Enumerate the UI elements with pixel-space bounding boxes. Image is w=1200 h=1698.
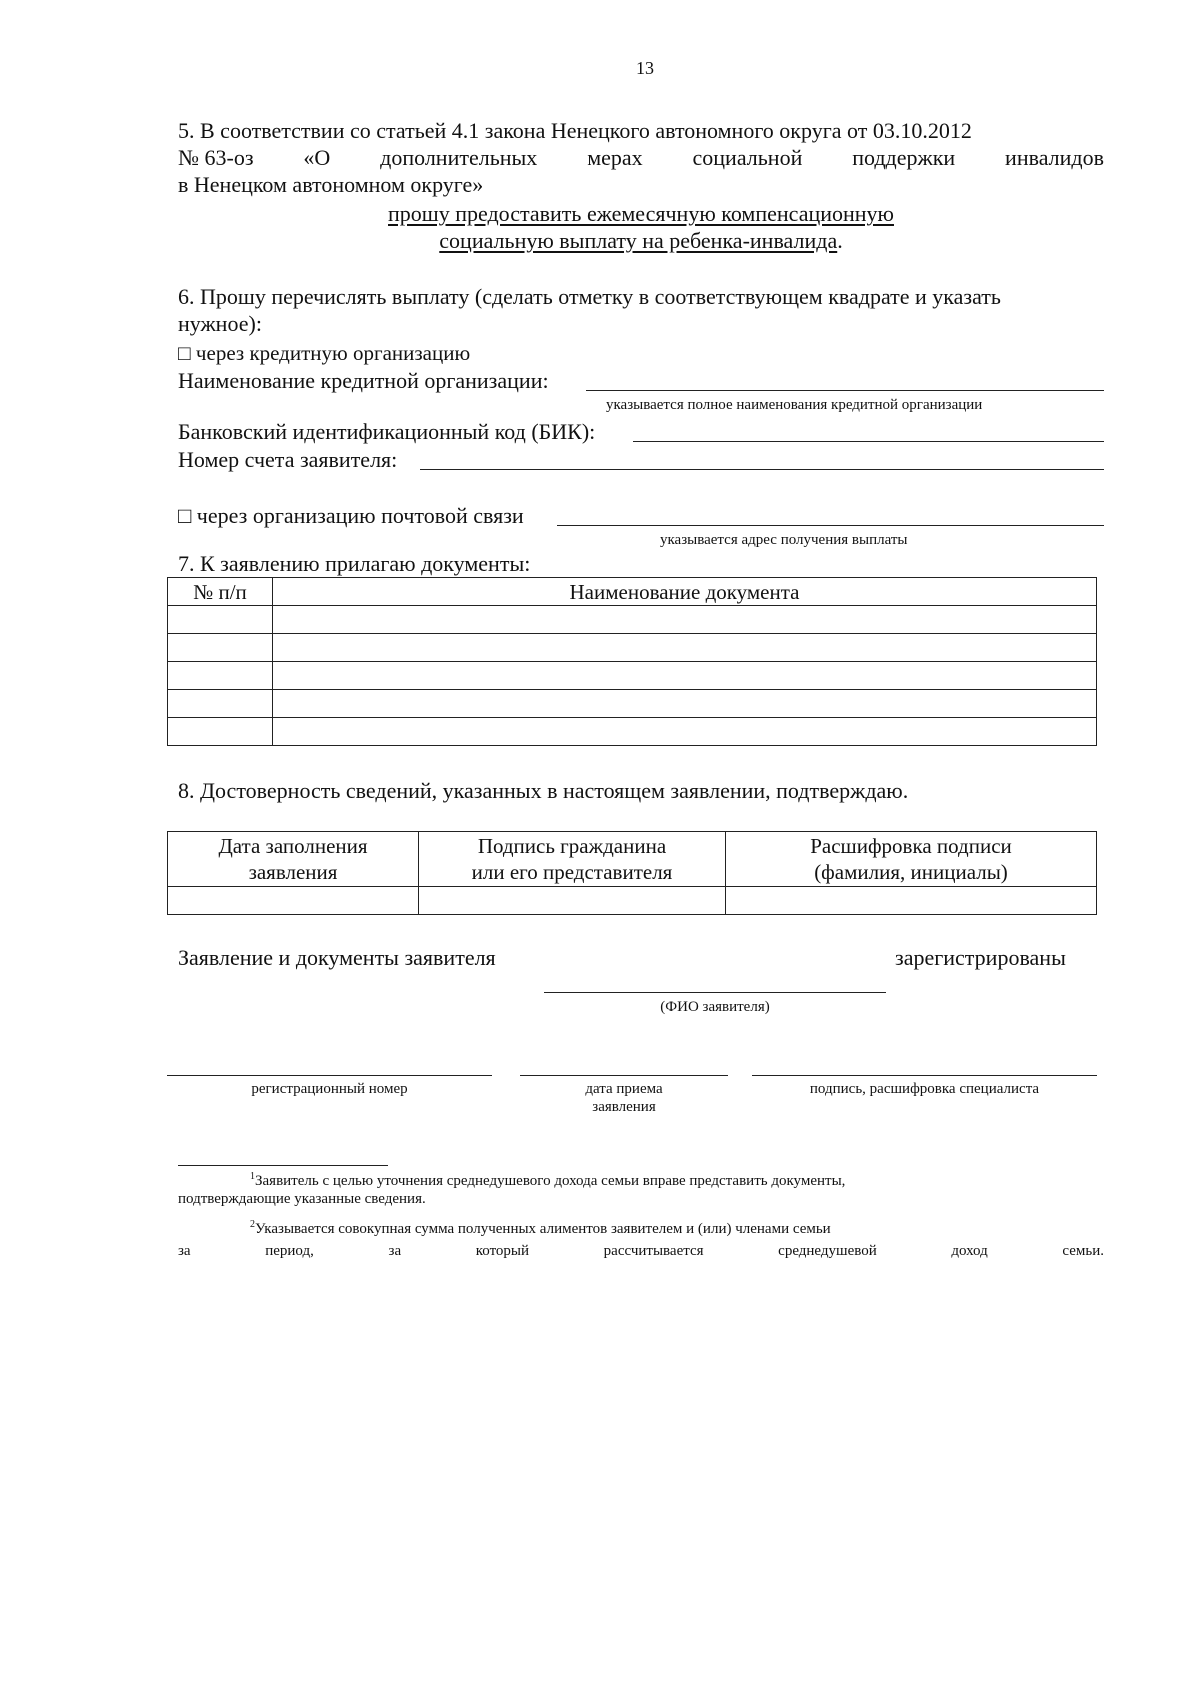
request-line-1: прошу предоставить ежемесячную компенсационную	[388, 201, 894, 226]
column-document-name: Наименование документа	[273, 578, 1097, 606]
section-8-text: 8. Достоверность сведений, указанных в настоящем заявлении, подтверждаю.	[178, 778, 909, 803]
option-post-checkbox[interactable]: □ через организацию почтовой связи	[178, 503, 524, 528]
account-field[interactable]	[420, 469, 1104, 470]
header-line: (фамилия, инициалы)	[814, 860, 1008, 884]
footnote-1	[178, 1172, 1104, 1208]
registration-right-text: зарегистрированы	[895, 945, 1066, 970]
footnote-1-line-1	[178, 1172, 1104, 1190]
request-line-2-wrap	[178, 227, 1104, 254]
registration-left-text: Заявление и документы заявителя	[178, 945, 496, 970]
table-row[interactable]	[168, 634, 1097, 662]
specialist-signature-caption: подпись, расшифровка специалиста	[809, 1081, 1040, 1097]
law-word: «О	[303, 145, 331, 170]
request-period: .	[837, 228, 843, 253]
footnote-word: среднедушевой	[778, 1243, 877, 1259]
table-row[interactable]	[168, 662, 1097, 690]
header-line: Расшифровка подписи	[810, 834, 1012, 858]
section-7-heading: 7. К заявлению прилагаю документы:	[178, 551, 531, 576]
law-word: мерах	[587, 145, 643, 170]
header-line: Подпись гражданина	[477, 834, 667, 858]
post-address-hint: указывается адрес получения выплаты	[660, 532, 908, 548]
footnote-1-mark: 1	[250, 1171, 255, 1182]
row-number-cell[interactable]	[168, 718, 273, 746]
signature-input-row[interactable]	[168, 887, 1097, 915]
section-5-line-3: в Ненецком автономном округе»	[178, 172, 484, 197]
section-6-line-1: 6. Прошу перечислять выплату (сделать отметку в соответствующем квадрате и указать	[178, 284, 1001, 309]
registration-number-field[interactable]	[167, 1075, 492, 1076]
bik-label: Банковский идентификационный код (БИК):	[178, 419, 596, 444]
specialist-signature-field[interactable]	[752, 1075, 1097, 1076]
signature-decoding-cell[interactable]	[726, 887, 1097, 915]
bank-name-field[interactable]	[586, 390, 1104, 391]
footnote-2-line-2	[178, 1242, 1104, 1260]
row-number-cell[interactable]	[168, 690, 273, 718]
documents-table-header	[168, 578, 1097, 606]
row-document-cell[interactable]	[273, 606, 1097, 634]
option-bank-checkbox[interactable]: □ через кредитную организацию	[178, 341, 471, 365]
footnote-word: семьи.	[1062, 1243, 1104, 1259]
footnote-word: который	[475, 1243, 530, 1259]
header-line: Дата заполнения	[218, 834, 368, 858]
request-block	[178, 200, 1104, 254]
footnote-word: за	[388, 1243, 402, 1259]
citizen-signature-cell[interactable]	[419, 887, 726, 915]
row-document-cell[interactable]	[273, 718, 1097, 746]
date-filled-cell[interactable]	[168, 887, 419, 915]
footnote-word: период,	[265, 1243, 314, 1259]
registration-number-caption: регистрационный номер	[251, 1081, 408, 1097]
footnote-2-mark: 2	[250, 1219, 255, 1230]
bank-name-label: Наименование кредитной организации:	[178, 368, 549, 393]
request-line-2: социальную выплату на ребенка-инвалида	[439, 228, 838, 253]
account-label: Номер счета заявителя:	[178, 447, 398, 472]
column-number: № п/п	[168, 578, 273, 606]
signature-table	[167, 831, 1097, 915]
signature-decoding-header	[726, 832, 1097, 887]
section-5-line-1: 5. В соответствии со статьей 4.1 закона Ненецкого автономного округа от 03.10.2012	[178, 118, 972, 143]
date-received-caption	[520, 1080, 728, 1116]
bank-name-hint: указывается полное наименования кредитной организации	[606, 397, 983, 413]
row-number-cell[interactable]	[168, 634, 273, 662]
page-number: 13	[636, 58, 654, 78]
footnote-2-line-1-text: Указывается совокупная сумма полученных алиментов заявителем и (или) членами семьи	[255, 1221, 831, 1237]
applicant-fio-field[interactable]	[544, 992, 886, 993]
caption-line: дата приема	[585, 1081, 663, 1097]
documents-table	[167, 577, 1097, 746]
section-5-line-2	[178, 144, 1104, 171]
section-5	[178, 117, 1104, 198]
bik-field[interactable]	[633, 441, 1104, 442]
footnote-1-line-2: подтверждающие указанные сведения.	[178, 1191, 426, 1207]
date-received-field[interactable]	[520, 1075, 728, 1076]
table-row[interactable]	[168, 606, 1097, 634]
header-line: или его представителя	[471, 860, 673, 884]
law-word: дополнительных	[380, 145, 538, 170]
section-6	[178, 283, 1104, 337]
law-number: № 63-оз	[178, 145, 254, 170]
applicant-fio-caption: (ФИО заявителя)	[660, 999, 770, 1015]
table-row[interactable]	[168, 718, 1097, 746]
row-number-cell[interactable]	[168, 662, 273, 690]
footnote-2	[178, 1220, 1104, 1238]
footnote-separator	[178, 1165, 388, 1166]
row-document-cell[interactable]	[273, 634, 1097, 662]
law-word: поддержки	[852, 145, 956, 170]
law-word: социальной	[692, 145, 803, 170]
row-document-cell[interactable]	[273, 662, 1097, 690]
footnote-word: за	[178, 1243, 191, 1259]
caption-line: заявления	[592, 1099, 656, 1115]
row-number-cell[interactable]	[168, 606, 273, 634]
footnote-1-text	[250, 1172, 845, 1190]
law-word: инвалидов	[1005, 145, 1104, 170]
date-filled-header	[168, 832, 419, 887]
row-document-cell[interactable]	[273, 690, 1097, 718]
citizen-signature-header	[419, 832, 726, 887]
signature-table-header	[168, 832, 1097, 887]
footnote-2-line-1	[178, 1220, 1104, 1238]
section-6-line-2: нужное):	[178, 311, 262, 336]
footnote-1-line-1-text: Заявитель с целью уточнения среднедушевого дохода семьи вправе представить документы,	[255, 1173, 846, 1189]
footnote-word: доход	[951, 1243, 988, 1259]
footnote-word: рассчитывается	[603, 1243, 704, 1259]
post-address-field[interactable]	[557, 525, 1104, 526]
header-line: заявления	[248, 860, 338, 884]
table-row[interactable]	[168, 690, 1097, 718]
